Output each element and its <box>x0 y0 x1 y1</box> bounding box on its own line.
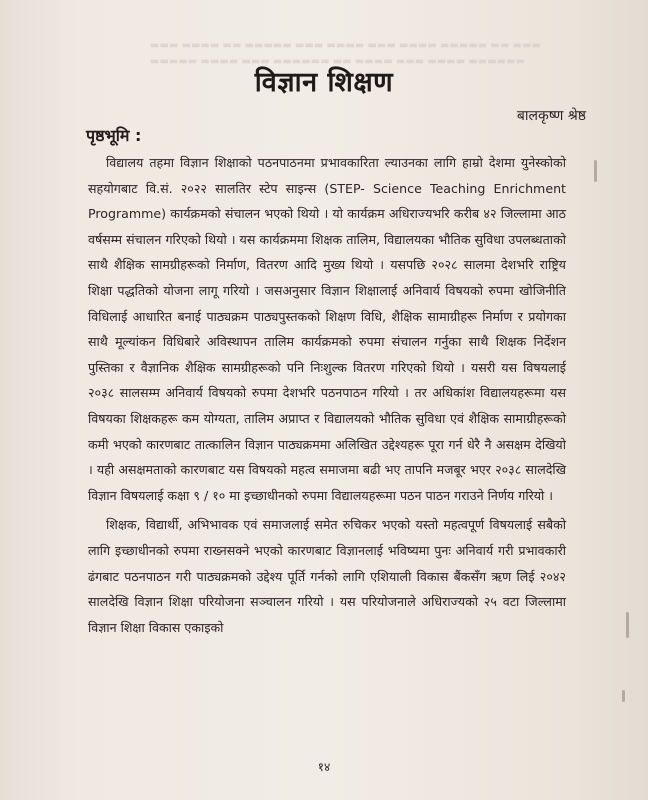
scan-mark <box>622 690 625 702</box>
scan-mark <box>594 160 597 182</box>
article-body <box>88 150 566 640</box>
show-through-text: ▬▬▬ ▬▬▬▬ ▬▬ ▬▬▬▬▬ ▬▬▬ ▬▬▬▬ ▬▬▬ ▬▬▬▬ ▬▬▬▬▬ ▬▬ ▬▬▬ ▬▬▬▬▬ ▬▬▬▬ ▬▬▬ ▬▬▬▬▬▬ ▬▬ ▬▬▬▬ ▬▬▬ ▬▬▬▬ ▬▬▬▬▬▬ <box>150 40 541 67</box>
paragraph: विद्यालय तहमा विज्ञान शिक्षाको पठनपाठनमा प्रभावकारिता ल्याउनका लागि हाम्रो देशमा युनेस्कोको सहयोगबाट वि.सं. २०२२ सालतिर स्टेप साइन्स (STEP- Science Teaching Enrichment Programme) कार्यक्रमको संचालन भएको थियो । यो कार्यक्रम अधिराज्यभरि करीब ४२ जिल्लामा आठ वर्षसम्म संचालन गरिएको थियो । यस कार्यक्रममा शिक्षक तालिम, विद्यालयका भौतिक सुविधा उपलब्धताको साथै शैक्षिक सामग्रीहरूको निर्माण, वितरण आदि मुख्य थियो । यसपछि २०२८ सालमा देशभरि राष्ट्रिय शिक्षा पद्धतिको योजना लागू गरियो । जसअनुसार विज्ञान शिक्षालाई अनिवार्य विषयको रुपमा खोजिनीति विधिलाई आधारित बनाई पाठ्यक्रम पाठ्यपुस्तकको शिक्षण विधि, शैक्षिक सामाग्रीहरू निर्माण र प्रयोगका साथै मूल्यांकन विधिबारे अविस्थापन तालिम कार्यक्रमको रुपमा संचालन गर्नुका साथै शिक्षक निर्देशन पुस्तिका र वैज्ञानिक शैक्षिक सामग्रीहरूको पनि निःशुल्क वितरण गरिएको थियो । यसरी यस विषयलाई २०३८ सालसम्म अनिवार्य विषयको रुपमा देशभरि पठनपाठन गरियो । तर अधिकांश विद्यालयहरूमा यस विषयका शिक्षकहरू कम योग्यता, तालिम अप्राप्त र विद्यालयको भौतिक सुविधा एवं शैक्षिक सामाग्रीहरूको कमी भएको कारणबाट तात्कालिन विज्ञान पाठ्यक्रममा अलिखित उद्देश्यहरू पूरा गर्न धेरै नै असक्षम देखियो । यही असक्षमताको कारणबाट यस विषयको महत्व समाजमा बढी भए तापनि मजबूर भएर २०३८ सालदेखि विज्ञान विषयलाई कक्षा ९ / १० मा इच्छाधीनको रुपमा विद्यालयहरूमा पठन पाठन गराउने निर्णय गरियो । <box>88 155 566 503</box>
author-name: बालकृष्ण श्रेष्ठ <box>516 108 586 124</box>
page-number: १४ <box>317 760 331 774</box>
scan-mark <box>626 612 629 638</box>
section-heading: पृष्ठभूमि : <box>86 126 142 145</box>
paragraph: शिक्षक, विद्यार्थी, अभिभावक एवं समाजलाई समेत रुचिकर भएको यस्तो महत्वपूर्ण विषयलाई सबैको लागि इच्छाधीनको रुपमा राख्नसक्ने भएको कारणबाट विज्ञानलाई भविष्यमा पुनः अनिवार्य गरी प्रभावकारी ढंगबाट पठनपाठन गरी पाठ्यक्रमको उद्देश्य पूर्ति गर्नको लागि एशियाली विकास बैंकसँग ऋण लिई २०४२ सालदेखि विज्ञान शिक्षा परियोजना सञ्चालन गरियो । यस परियोजनाले अधिराज्यको २५ वटा जिल्लामा विज्ञान शिक्षा विकास एकाइको <box>88 517 566 635</box>
page-title: विज्ञान शिक्षण <box>254 67 394 98</box>
